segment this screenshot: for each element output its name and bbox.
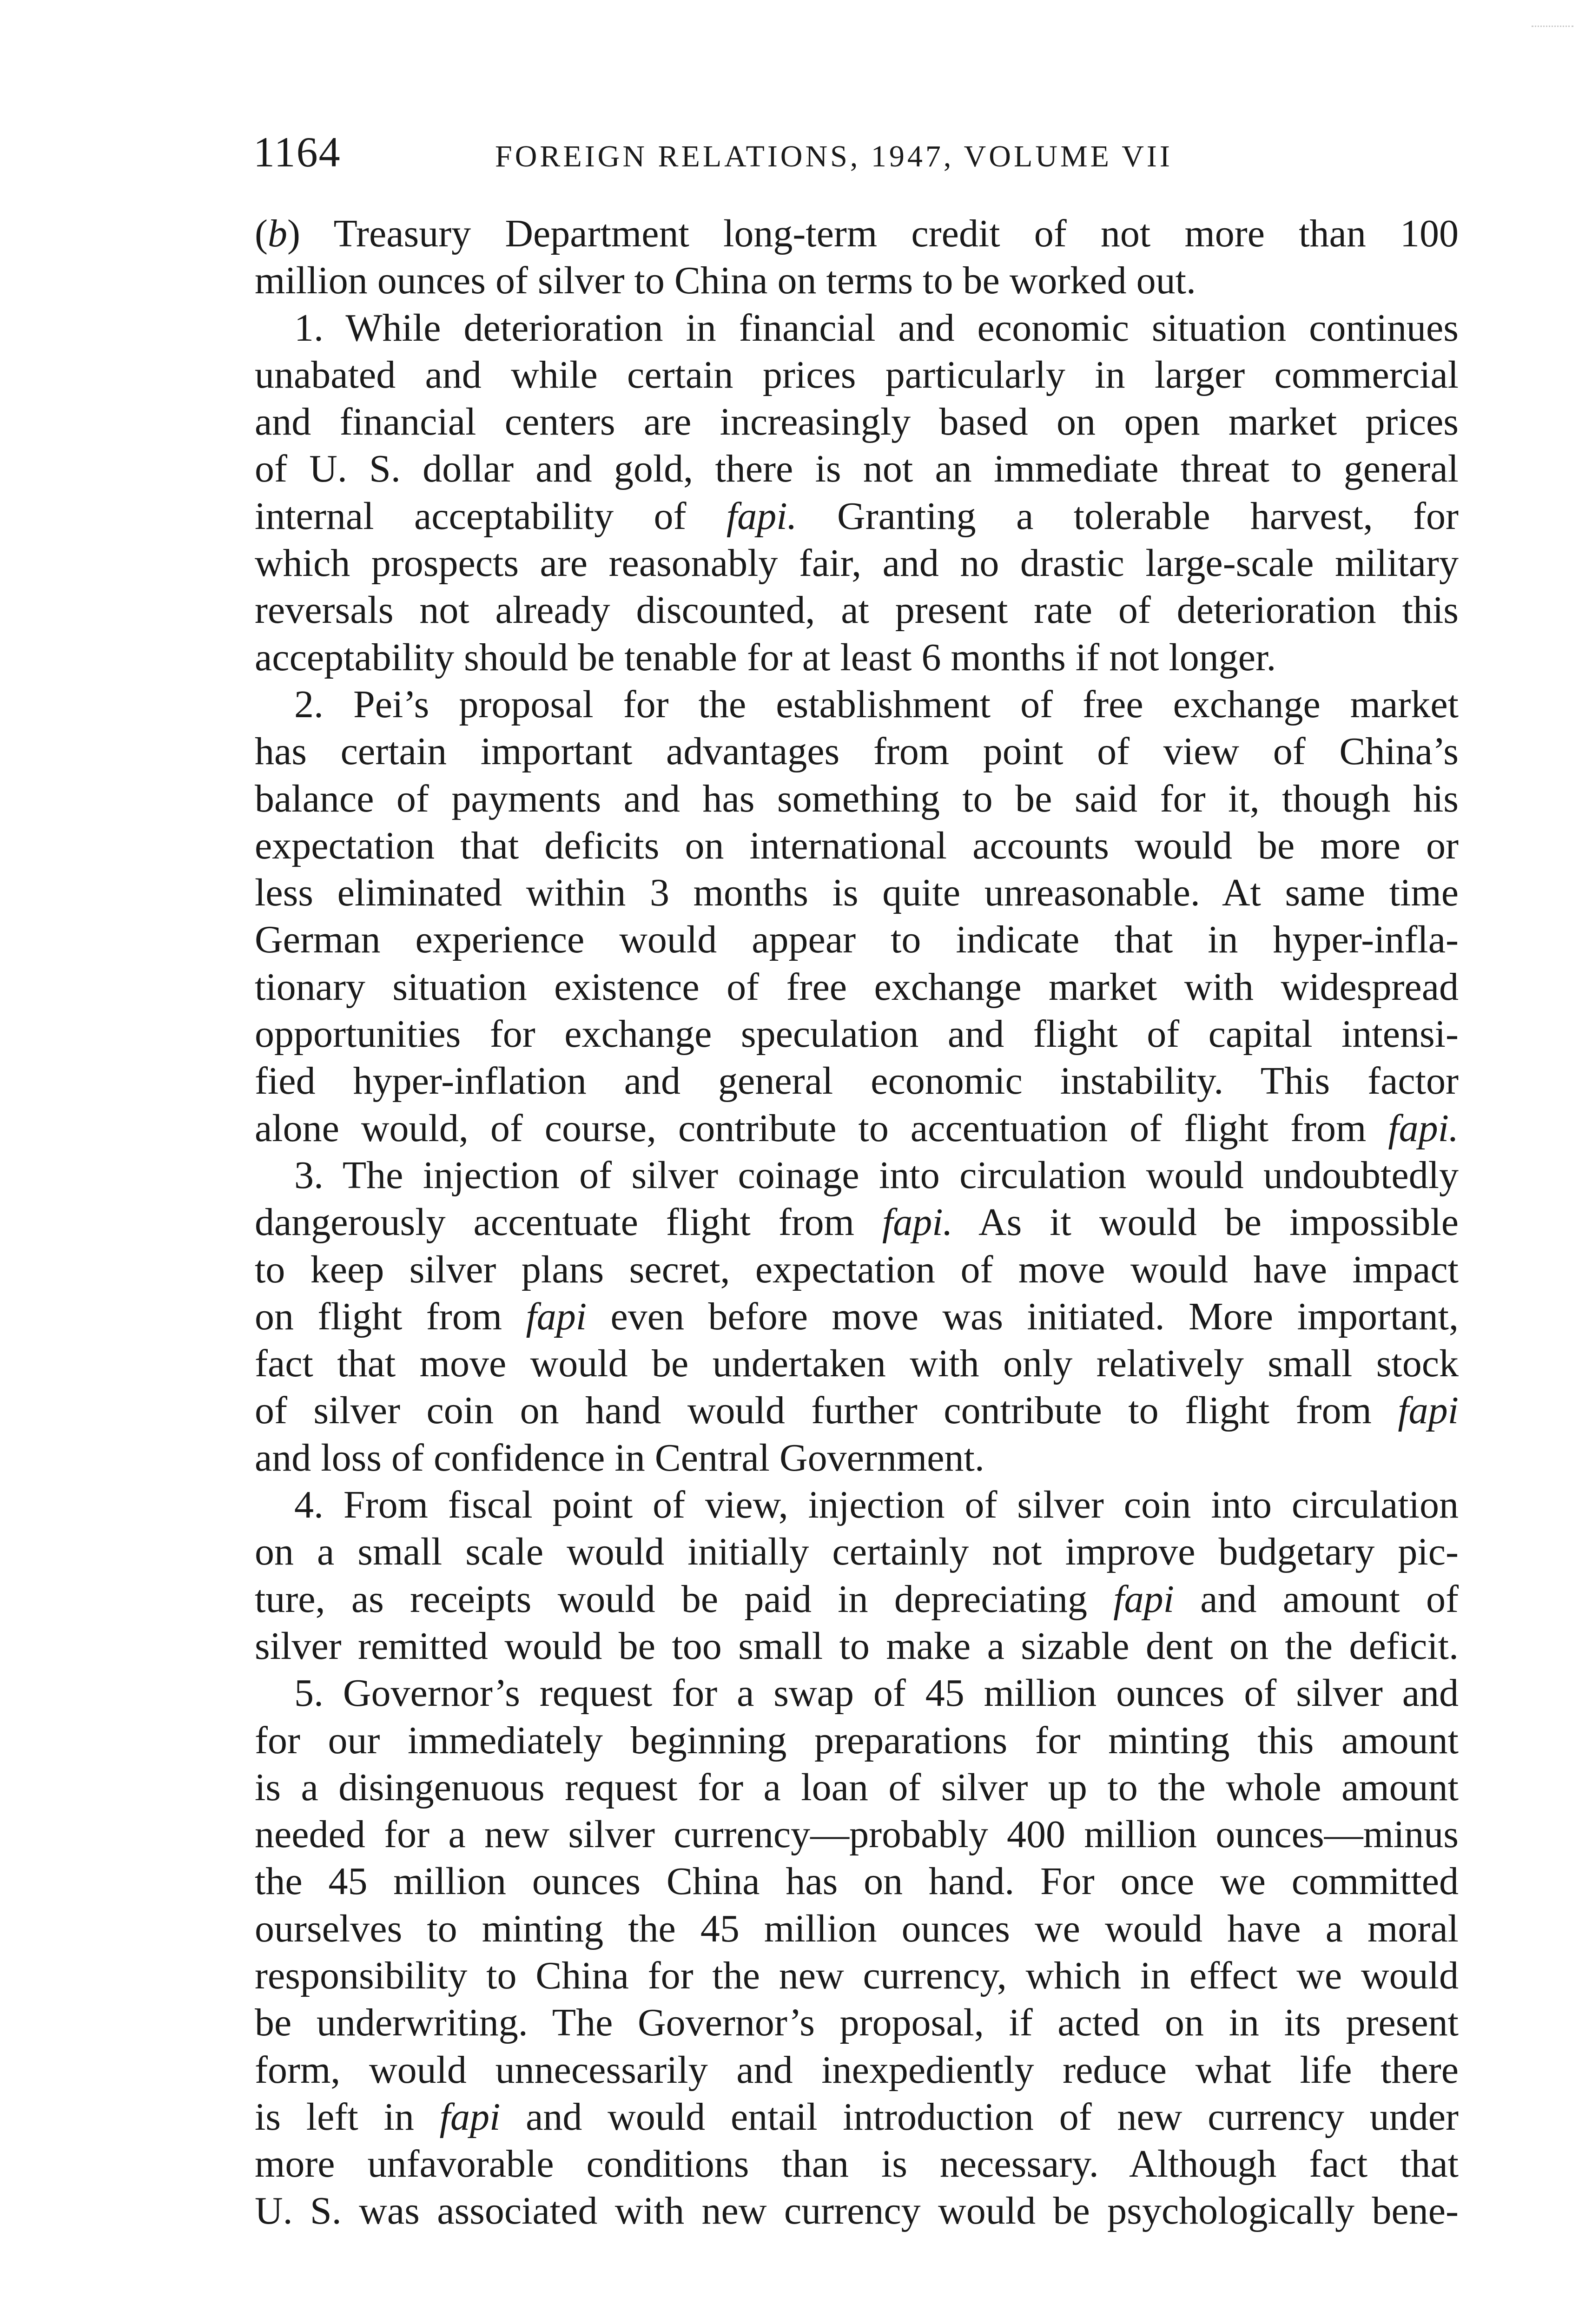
text-run: has certain important advantages from point of view of China’s <box>255 730 1459 773</box>
text-line <box>255 964 1459 1010</box>
text-line <box>255 1528 1459 1575</box>
text-line <box>255 1811 1459 1858</box>
italic-term: fapi. <box>882 1201 953 1244</box>
text-run: is left in <box>255 2095 440 2139</box>
page-header <box>253 122 1462 182</box>
text-line <box>255 869 1459 916</box>
text-run: opportunities for exchange speculation and flight of capital intensi- <box>255 1012 1459 1056</box>
text-run: internal acceptability of <box>255 494 727 538</box>
text-run: ) Treasury Department long-term credit of not more than 100 <box>287 212 1459 255</box>
text-run: 5. Governor’s request for a swap of 45 million ounces of silver and <box>294 1671 1459 1715</box>
text-line <box>255 445 1459 492</box>
text-run: fied hyper-inflation and general economic instability. This factor <box>255 1059 1459 1103</box>
text-line <box>255 493 1459 540</box>
text-line <box>255 1858 1459 1905</box>
text-line <box>255 822 1459 869</box>
body-text <box>255 210 1459 2235</box>
text-line <box>255 1764 1459 1811</box>
text-run: ( <box>255 212 268 255</box>
text-run: ourselves to minting the 45 million ounces we would have a moral <box>255 1907 1459 1950</box>
text-line <box>255 1481 1459 1528</box>
text-run: 2. Pei’s proposal for the establishment of free exchange market <box>294 682 1459 726</box>
text-line <box>255 775 1459 822</box>
text-run: is a disingenuous request for a loan of silver up to the whole amount <box>255 1765 1459 1809</box>
text-line <box>255 1152 1459 1199</box>
text-line <box>255 1905 1459 1952</box>
text-line <box>255 1057 1459 1104</box>
text-run: U. S. was associated with new currency would be psychologically bene- <box>255 2189 1459 2233</box>
text-line <box>255 1340 1459 1387</box>
text-run: fact that move would be undertaken with only relatively small stock <box>255 1342 1459 1386</box>
text-run: needed for a new silver currency—probably 400 million ounces—minus <box>255 1813 1459 1856</box>
text-run: Granting a tolerable harvest, for <box>797 494 1459 538</box>
text-run: and amount of <box>1174 1577 1459 1621</box>
text-line <box>255 1105 1459 1152</box>
text-run: the 45 million ounces China has on hand. For once we committed <box>255 1860 1459 1903</box>
text-line <box>255 304 1459 351</box>
text-run: of U. S. dollar and gold, there is not an immediate threat to general <box>255 447 1459 491</box>
text-line <box>255 2047 1459 2093</box>
text-run: As it would be impossible <box>952 1201 1459 1244</box>
italic-term: b <box>267 212 287 255</box>
text-run: tionary situation existence of free exchange market with widespread <box>255 965 1459 1009</box>
text-line <box>255 1434 1459 1481</box>
italic-term: fapi <box>526 1294 587 1338</box>
text-line <box>255 540 1459 587</box>
text-run: expectation that deficits on international accounts would be more or <box>255 824 1459 867</box>
text-line <box>255 1952 1459 1999</box>
text-run: less eliminated within 3 months is quite unreasonable. At same time <box>255 871 1459 915</box>
text-run: 4. From fiscal point of view, injection of silver coin into circulation <box>294 1483 1459 1527</box>
text-run: more unfavorable conditions than is necessary. Although fact that <box>255 2142 1459 2186</box>
text-line <box>255 728 1459 775</box>
italic-term: fapi. <box>1388 1106 1459 1150</box>
text-run: 1. While deterioration in financial and economic situation continues <box>294 306 1459 350</box>
text-line <box>255 351 1459 398</box>
scan-artifact <box>1532 26 1573 30</box>
text-line <box>255 2093 1459 2140</box>
text-run: responsibility to China for the new currency, which in effect we would <box>255 1954 1459 1997</box>
text-line <box>255 1623 1459 1670</box>
text-run: reversals not already discounted, at present rate of deterioration this <box>255 588 1459 632</box>
text-run: for our immediately beginning preparations for minting this amount <box>255 1718 1459 1762</box>
italic-term: fapi <box>1113 1577 1174 1621</box>
text-line <box>255 1010 1459 1057</box>
text-run: 3. The injection of silver coinage into circulation would undoubtedly <box>294 1153 1459 1197</box>
text-run: dangerously accentuate flight from <box>255 1201 882 1244</box>
text-line <box>255 1670 1459 1717</box>
text-run: on flight from <box>255 1294 526 1338</box>
text-run: to keep silver plans secret, expectation of move would have impact <box>255 1248 1459 1291</box>
text-line <box>255 2140 1459 2187</box>
text-run: which prospects are reasonably fair, and no drastic large-scale military <box>255 541 1459 585</box>
italic-term: fapi <box>1398 1389 1459 1433</box>
text-line <box>255 1999 1459 2046</box>
running-head: FOREIGN RELATIONS, 1947, VOLUME VII <box>495 139 1173 173</box>
text-line <box>255 681 1459 728</box>
text-line <box>255 1293 1459 1340</box>
text-run: unabated and while certain prices particularly in larger commercial <box>255 353 1459 396</box>
text-run: million ounces of silver to China on terms to be worked out. <box>255 259 1196 303</box>
text-line <box>255 1199 1459 1246</box>
text-line <box>255 1387 1459 1434</box>
text-run: and would entail introduction of new currency under <box>500 2095 1459 2139</box>
text-run: on a small scale would initially certainly not improve budgetary pic- <box>255 1530 1459 1574</box>
text-line <box>255 634 1459 681</box>
text-line <box>255 587 1459 634</box>
page-number: 1164 <box>253 128 341 176</box>
text-run: acceptability should be tenable for at least 6 months if not longer. <box>255 635 1276 679</box>
text-run: silver remitted would be too small to make a sizable dent on the deficit. <box>255 1624 1459 1668</box>
text-run: and loss of confidence in Central Government. <box>255 1436 984 1479</box>
text-line <box>255 210 1459 257</box>
text-run: form, would unnecessarily and inexpediently reduce what life there <box>255 2048 1459 2092</box>
text-line <box>255 1246 1459 1293</box>
text-line <box>255 398 1459 445</box>
italic-term: fapi <box>439 2095 501 2139</box>
text-run: ture, as receipts would be paid in depreciating <box>255 1577 1114 1621</box>
text-line <box>255 2187 1459 2234</box>
text-run: alone would, of course, contribute to accentuation of flight from <box>255 1106 1388 1150</box>
text-line <box>255 257 1459 304</box>
text-run: even before move was initiated. More important, <box>587 1294 1459 1338</box>
italic-term: fapi. <box>726 494 797 538</box>
text-run: be underwriting. The Governor’s proposal, if acted on in its present <box>255 2001 1459 2045</box>
text-run: and financial centers are increasingly based on open market prices <box>255 400 1459 444</box>
text-line <box>255 1717 1459 1764</box>
text-line <box>255 1576 1459 1623</box>
text-run: German experience would appear to indicate that in hyper-infla- <box>255 918 1459 962</box>
text-run: balance of payments and has something to be said for it, though his <box>255 777 1459 820</box>
text-run: of silver coin on hand would further contribute to flight from <box>255 1389 1398 1433</box>
text-line <box>255 916 1459 963</box>
